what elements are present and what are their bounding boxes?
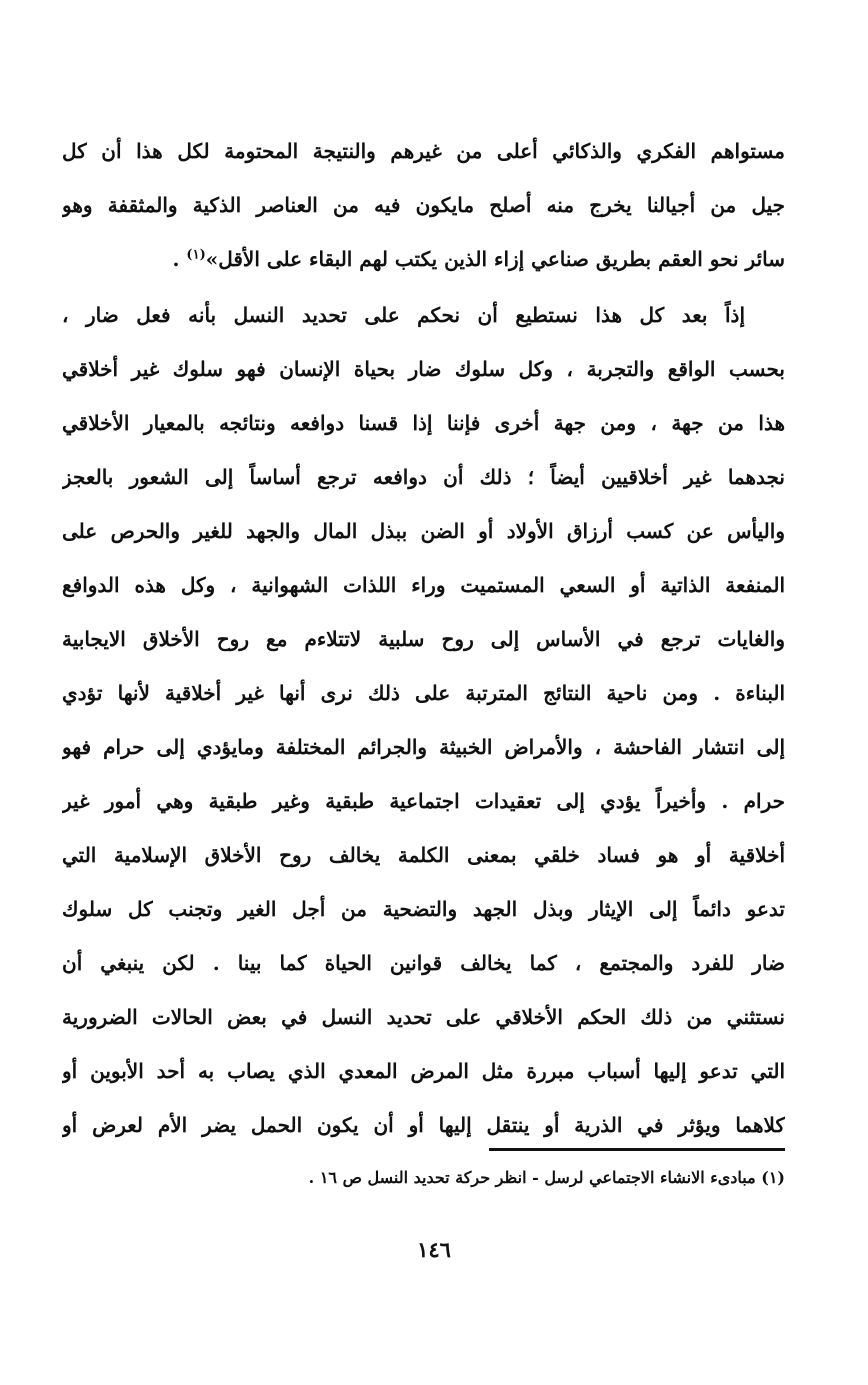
text-line: ضار للفرد والمجتمع ، كما يخالف قوانين الحياة كما بينا . لكن ينبغي أن (62, 951, 785, 975)
text-line: أخلاقية أو هو فساد خلقي بمعنى الكلمة يخالف روح الأخلاق الإسلامية التي (62, 843, 785, 867)
text-line: نستثني من ذلك الحكم الأخلاقي على تحديد النسل في بعض الحالات الضرورية (62, 1005, 785, 1029)
paragraph-1 (62, 124, 785, 286)
text-line: بحسب الواقع والتجربة ، وكل سلوك ضار بحياة الإنسان فهو سلوك غير أخلاقي (62, 357, 785, 381)
footnote-divider (489, 1148, 785, 1151)
footnote: (١) مبادىء الانشاء الاجتماعي لرسل - انظر حركة تحديد النسل ص ١٦ . (308, 1168, 785, 1187)
text-line: المنفعة الذاتية أو السعي المستميت وراء اللذات الشهوانية ، وكل هذه الدوافع (62, 573, 785, 597)
text-line: مستواهم الفكري والذكائي أعلى من غيرهم والنتيجة المحتومة لكل هذا أن كل (62, 139, 785, 163)
text-line: والغايات ترجع في الأساس إلى روح سلبية لاتتلاءم مع روح الأخلاق الايجابية (62, 627, 785, 651)
page-number: ١٤٦ (417, 1237, 451, 1262)
text-line-tail: . (172, 247, 187, 271)
text-line: إلى انتشار الفاحشة ، والأمراض الخبيثة والجرائم المختلفة ومايؤدي إلى حرام فهو (62, 735, 785, 759)
text-line: تدعو دائماً إلى الإيثار وبذل الجهد والتضحية من أجل الغير وتجنب كل سلوك (62, 897, 785, 921)
text-line: كلاهما ويؤثر في الذرية أو ينتقل إليها أو أن يكون الحمل يضر الأم لعرض أو (62, 1113, 785, 1137)
text-line: نجدهما غير أخلاقيين أيضاً ؛ ذلك أن دوافعه ترجع أساساً إلى الشعور بالعجز (62, 465, 785, 489)
text-line-content: سائر نحو العقم بطريق صناعي إزاء الذين يكتب لهم البقاء على الأقل» (205, 247, 785, 271)
footnote-marker: (١) (186, 247, 206, 263)
text-line (62, 232, 785, 286)
text-line: إذاً بعد كل هذا نستطيع أن نحكم على تحديد النسل بأنه فعل ضار ، (62, 303, 745, 327)
text-line: حرام . وأخيراً يؤدي إلى تعقيدات اجتماعية طبقية وغير طبقية وهي أمور غير (62, 789, 785, 813)
text-line: البناءة . ومن ناحية النتائج المترتبة على ذلك نرى أنها غير أخلاقية لأنها تؤدي (62, 681, 785, 705)
text-line: جيل من أجيالنا يخرج منه أصلح مايكون فيه من العناصر الذكية والمثقفة وهو (62, 193, 785, 217)
text-line: واليأس عن كسب أرزاق الأولاد أو الضن ببذل المال والجهد للغير والحرص على (62, 519, 785, 543)
text-line: التي تدعو إليها أسباب مبررة مثل المرض المعدي الذي يصاب به أحد الأبوين أو (62, 1059, 785, 1083)
paragraph-2 (62, 288, 785, 1152)
text-line: هذا من جهة ، ومن جهة أخرى فإننا إذا قسنا دوافعه ونتائجه بالمعيار الأخلاقي (62, 411, 785, 435)
